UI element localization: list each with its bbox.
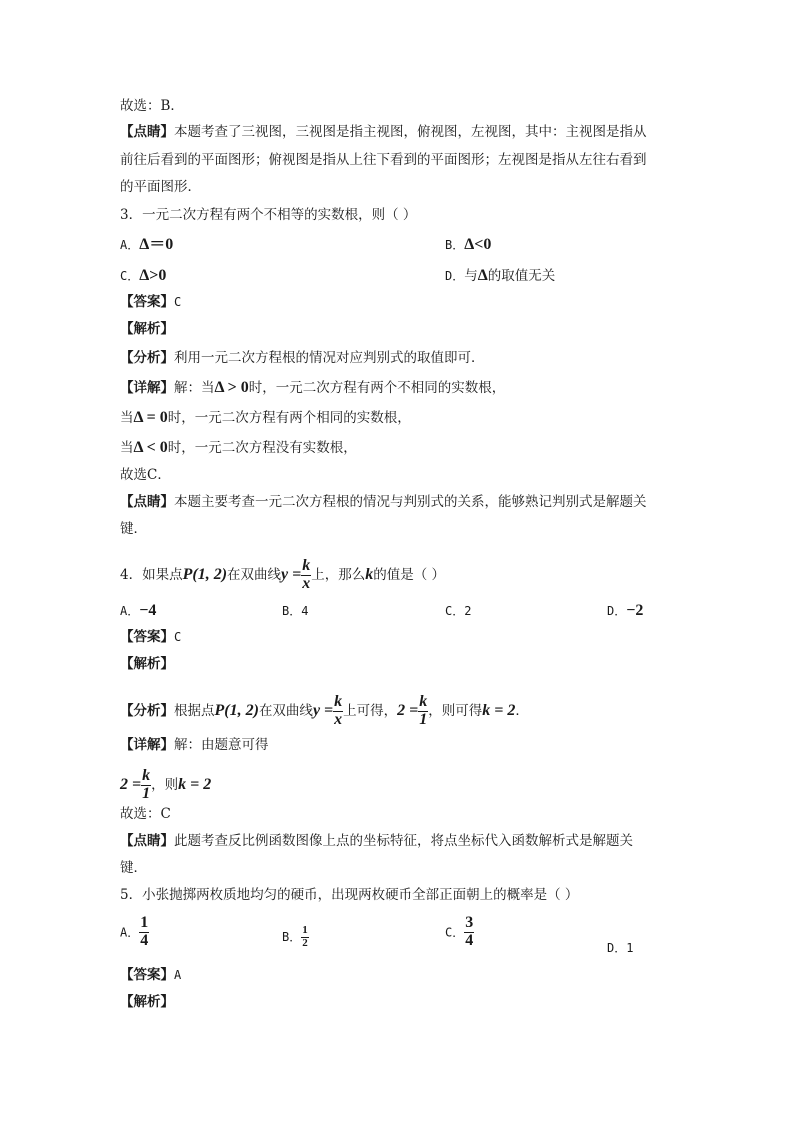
detail-text: 时，一元二次方程有两个相同的实数根， bbox=[167, 410, 411, 426]
q3-answer bbox=[120, 292, 181, 312]
q3-analysis-tag: 【解析】 bbox=[120, 321, 174, 337]
stem-text: 4．如果点 bbox=[120, 566, 183, 583]
option-math: Δ bbox=[477, 267, 488, 284]
option-math: Δ<0 bbox=[464, 236, 492, 253]
answer-value: C bbox=[174, 295, 182, 309]
option-value: 4 bbox=[301, 604, 309, 618]
option-pre: 与 bbox=[464, 268, 478, 284]
fraction-option bbox=[139, 915, 149, 950]
comment-tag: 【点睛】 bbox=[120, 494, 174, 510]
fraction-option bbox=[301, 925, 309, 949]
answer-value: A bbox=[174, 968, 182, 982]
q4-fenxi bbox=[120, 694, 529, 729]
option-label: C． bbox=[445, 925, 465, 940]
detail-math: Δ < 0 bbox=[133, 439, 168, 456]
denominator: 1 bbox=[419, 710, 428, 728]
denominator: 4 bbox=[465, 931, 474, 949]
q4-comment-line-1 bbox=[120, 831, 633, 851]
fenxi-tag: 【分析】 bbox=[120, 702, 174, 719]
denominator: 4 bbox=[140, 931, 149, 949]
option-label: B． bbox=[282, 604, 302, 618]
numerator: k bbox=[142, 767, 151, 784]
detail-text: 时，一元二次方程没有实数根， bbox=[167, 440, 357, 456]
q3-conclusion: 故选C． bbox=[120, 467, 171, 483]
q3-stem: 3．一元二次方程有两个不相等的实数根，则（ ） bbox=[120, 207, 417, 223]
option-label: C． bbox=[120, 269, 140, 283]
detail-math: Δ > 0 bbox=[214, 379, 249, 396]
detail-text: 解：当 bbox=[174, 380, 215, 396]
q3-fenxi bbox=[120, 348, 485, 368]
y-eq-math: y = bbox=[312, 701, 334, 719]
fraction-k-over-1 bbox=[418, 694, 428, 729]
comment-tag: 【点睛】 bbox=[120, 833, 174, 849]
y-eq-math: y = bbox=[281, 565, 302, 583]
q4-option-b bbox=[282, 601, 308, 621]
denominator: 1 bbox=[142, 784, 151, 802]
fenxi-text: 在双曲线 bbox=[258, 702, 313, 719]
option-post: 的取值无关 bbox=[487, 268, 556, 284]
option-value: 2 bbox=[464, 604, 472, 618]
q5-analysis-tag: 【解析】 bbox=[120, 994, 174, 1010]
q3-comment-line-2: 键． bbox=[120, 521, 147, 537]
two-eq-math: 2 = bbox=[397, 701, 419, 719]
option-label: A． bbox=[120, 604, 140, 618]
q3-detail-line-2 bbox=[120, 408, 411, 428]
comment-tag: 【点睛】 bbox=[120, 124, 174, 140]
q3-comment-line-1 bbox=[120, 492, 647, 512]
fraction-option bbox=[464, 915, 474, 950]
fenxi-tag: 【分析】 bbox=[120, 350, 174, 366]
option-label: B． bbox=[445, 238, 465, 252]
numerator: 1 bbox=[140, 914, 149, 931]
option-value: 1 bbox=[626, 941, 634, 955]
comment-text: 本题主要考查一元二次方程根的情况与判别式的关系，能够熟记判别式是解题关 bbox=[174, 494, 647, 510]
q3-option-b bbox=[445, 235, 491, 255]
point-math: P(1, 2) bbox=[182, 565, 228, 583]
two-eq-math: 2 = bbox=[120, 775, 142, 793]
detail-tag: 【详解】 bbox=[120, 737, 174, 753]
option-value: −4 bbox=[139, 602, 157, 619]
q4-option-a bbox=[120, 601, 156, 621]
denominator: 2 bbox=[302, 936, 308, 949]
q4-detail-equation bbox=[120, 768, 211, 803]
q2-comment-line-2: 前往后看到的平面图形；俯视图是指从上往下看到的平面图形；左视图是指从左往右看到 bbox=[120, 152, 647, 168]
fraction-k-over-1 bbox=[141, 768, 151, 803]
q2-comment-line-3: 的平面图形． bbox=[120, 179, 201, 195]
numerator: k bbox=[334, 693, 343, 710]
k-eq-2-math: k = 2 bbox=[482, 701, 516, 719]
stem-text: 上，那么 bbox=[311, 566, 366, 583]
numerator: 3 bbox=[465, 914, 474, 931]
q4-analysis-tag: 【解析】 bbox=[120, 656, 174, 672]
q3-detail-line-1 bbox=[120, 378, 505, 398]
answer-value: C bbox=[174, 630, 182, 644]
detail-text: 时，一元二次方程有两个不相同的实数根， bbox=[248, 380, 506, 396]
detail-tag: 【详解】 bbox=[120, 380, 174, 396]
q5-option-b bbox=[282, 925, 309, 949]
fraction-k-over-x bbox=[333, 694, 343, 729]
stem-text: 在双曲线 bbox=[227, 566, 282, 583]
option-label: D． bbox=[445, 269, 465, 283]
q4-option-d bbox=[607, 601, 643, 621]
detail-text: 当 bbox=[120, 440, 134, 456]
q5-option-a bbox=[120, 915, 149, 950]
q5-stem: 5．小张抛掷两枚质地均匀的硬币，出现两枚硬币全部正面朝上的概率是（ ） bbox=[120, 887, 579, 903]
option-label: D． bbox=[607, 941, 627, 955]
detail-text: 解：由题意可得 bbox=[174, 737, 269, 753]
comment-text: 此题考查反比例函数图像上点的坐标特征，将点坐标代入函数解析式是解题关 bbox=[174, 833, 633, 849]
q4-detail bbox=[120, 735, 269, 755]
option-label: B． bbox=[282, 930, 302, 945]
q4-comment-line-2: 键． bbox=[120, 860, 147, 876]
comment-text: 本题考查了三视图，三视图是指主视图，俯视图，左视图，其中：主视图是指从 bbox=[174, 124, 647, 140]
q2-answer-line: 故选：B． bbox=[120, 98, 184, 114]
fenxi-text: ，则可得 bbox=[428, 702, 483, 719]
q2-comment-line-1 bbox=[120, 122, 647, 142]
answer-tag: 【答案】 bbox=[120, 629, 174, 645]
point-math: P(1, 2) bbox=[214, 701, 259, 719]
q4-conclusion: 故选：C bbox=[120, 806, 171, 822]
q3-option-c bbox=[120, 266, 166, 286]
answer-tag: 【答案】 bbox=[120, 967, 174, 983]
q4-stem bbox=[120, 558, 445, 593]
q5-option-d bbox=[607, 938, 633, 958]
detail-text: ，则 bbox=[151, 776, 179, 793]
fenxi-text: 根据点 bbox=[174, 702, 215, 719]
answer-tag: 【答案】 bbox=[120, 294, 174, 310]
q5-answer bbox=[120, 965, 181, 985]
stem-text: 的值是（ ） bbox=[373, 566, 446, 583]
option-math: Δ＝0 bbox=[139, 236, 174, 253]
option-label: A． bbox=[120, 925, 140, 940]
option-label: D． bbox=[607, 604, 627, 618]
q5-option-c bbox=[445, 915, 474, 950]
q3-detail-line-3 bbox=[120, 438, 357, 458]
q3-option-a bbox=[120, 235, 173, 255]
denominator: x bbox=[302, 574, 311, 592]
fenxi-text: 利用一元二次方程根的情况对应判别式的取值即可． bbox=[174, 350, 485, 366]
option-label: A． bbox=[120, 238, 140, 252]
denominator: x bbox=[334, 710, 343, 728]
fraction-k-over-x bbox=[301, 558, 311, 593]
q4-answer bbox=[120, 627, 181, 647]
option-label: C． bbox=[445, 604, 465, 618]
numerator: k bbox=[419, 693, 428, 710]
numerator: 1 bbox=[302, 924, 308, 936]
fenxi-text: 上可得， bbox=[343, 702, 398, 719]
k-math: k bbox=[365, 565, 374, 583]
fenxi-text: ． bbox=[515, 702, 529, 719]
detail-text: 当 bbox=[120, 410, 134, 426]
option-math: Δ>0 bbox=[139, 267, 167, 284]
numerator: k bbox=[302, 557, 311, 574]
option-value: −2 bbox=[626, 602, 644, 619]
q4-option-c bbox=[445, 601, 471, 621]
detail-math: Δ = 0 bbox=[133, 409, 168, 426]
q3-option-d bbox=[445, 266, 555, 286]
k-eq-2-math: k = 2 bbox=[178, 775, 212, 793]
